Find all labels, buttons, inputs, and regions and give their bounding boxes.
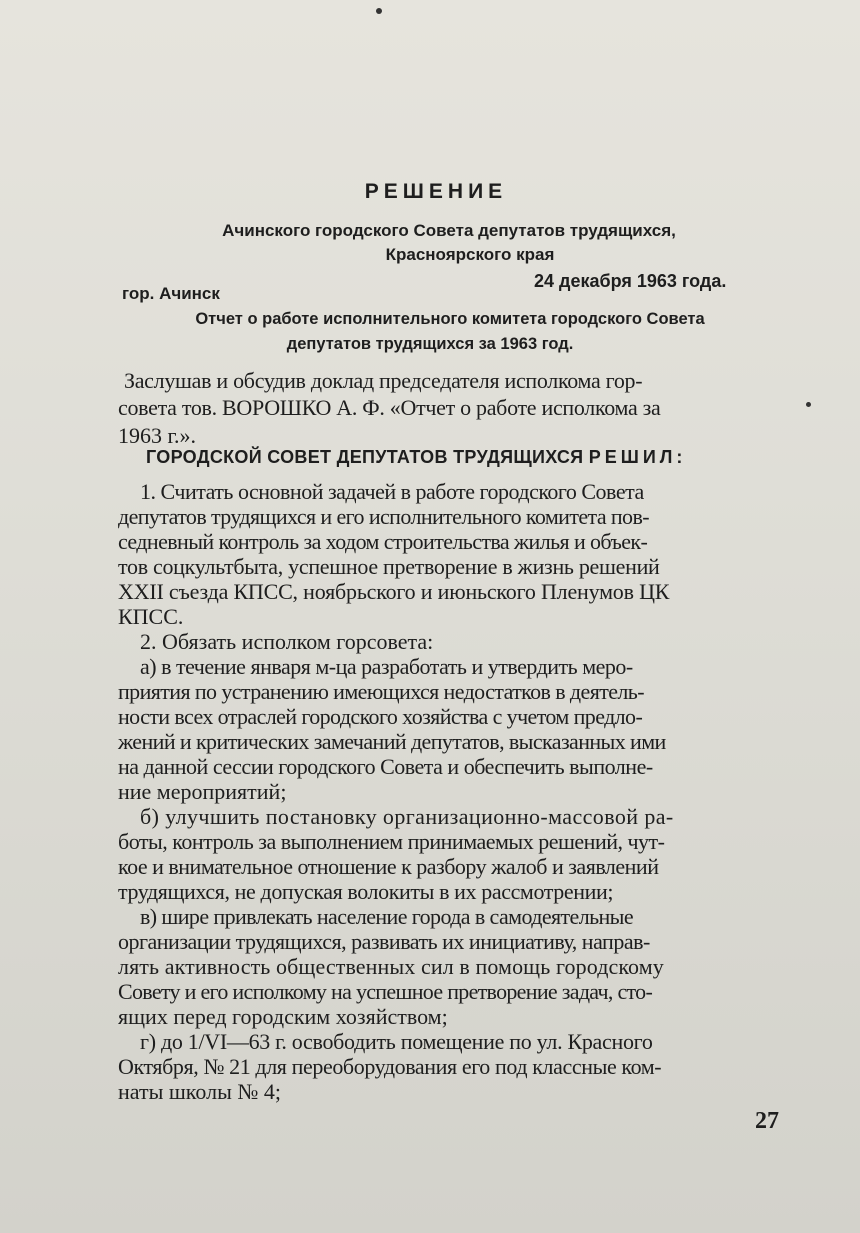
body-line: жений и критических замечаний депутатов, высказанных ими <box>118 729 666 754</box>
intro-line: 1963 г.». <box>118 423 197 448</box>
page-number: 27 <box>755 1108 779 1134</box>
intro-line: Заслушав и обсудив доклад председателя исполкома гор- <box>124 368 643 393</box>
body-line: приятия по устранению имеющихся недостатков в деятель- <box>118 679 644 704</box>
decision-heading <box>146 447 686 468</box>
body-line: боты, контроль за выполнением принимаемых решений, чут- <box>118 829 665 854</box>
body-line: в) шире привлекать население города в самодеятельные <box>140 904 634 929</box>
decision-heading-verb: РЕШИЛ: <box>588 447 687 467</box>
body-line: КПСС. <box>118 604 184 629</box>
body-line: 2. Обязать исполком горсовета: <box>140 629 434 654</box>
body-line: б) улучшить постановку организационно-массовой ра- <box>140 804 674 829</box>
place: гор. Ачинск <box>122 284 220 303</box>
decision-heading-main: ГОРОДСКОЙ СОВЕТ ДЕПУТАТОВ ТРУДЯЩИХСЯ <box>146 447 584 467</box>
body-line: трудящихся, не допуская волокиты в их рассмотрении; <box>118 879 614 904</box>
intro-line: совета тов. ВОРОШКО А. Ф. «Отчет о работе исполкома за <box>118 395 661 420</box>
document-title: РЕШЕНИЕ <box>364 180 508 203</box>
body-line: XXII съезда КПСС, ноябрьского и июньского Пленумов ЦК <box>118 579 670 604</box>
body-line: ности всех отраслей городского хозяйства с учетом предло- <box>118 704 643 729</box>
ink-speck <box>806 402 811 407</box>
body-line: организации трудящихся, развивать их инициативу, направ- <box>118 929 650 954</box>
body-line: Октября, № 21 для переоборудования его под классные ком- <box>118 1054 662 1079</box>
body-line: лять активность общественных сил в помощь городскому <box>118 954 664 979</box>
body-line: 1. Считать основной задачей в работе городского Совета <box>140 479 644 504</box>
body-line: кое и внимательное отношение к разбору жалоб и заявлений <box>118 854 659 879</box>
body-line: на данной сессии городского Совета и обеспечить выполне- <box>118 754 653 779</box>
body-line: седневный контроль за ходом строительства жилья и объек- <box>118 529 648 554</box>
ink-speck <box>376 8 382 14</box>
report-title-line-2: депутатов трудящихся за 1963 год. <box>286 335 574 353</box>
subtitle-line-1: Ачинского городского Совета депутатов трудящихся, <box>222 221 676 240</box>
body-line: тов соцкультбыта, успешное претворение в жизнь решений <box>118 554 660 579</box>
body-line: ящих перед городским хозяйством; <box>118 1004 448 1029</box>
body-line: наты школы № 4; <box>118 1079 281 1104</box>
body-line: г) до 1/VI—63 г. освободить помещение по ул. Красного <box>140 1029 653 1054</box>
subtitle-line-2: Красноярского края <box>385 245 555 264</box>
body-line: ние мероприятий; <box>118 779 287 804</box>
body-line: а) в течение января м-ца разработать и утвердить меро- <box>140 654 633 679</box>
body-line: Совету и его исполкому на успешное претворение задач, сто- <box>118 979 653 1004</box>
date: 24 декабря 1963 года. <box>534 271 727 291</box>
report-title-line-1: Отчет о работе исполнительного комитета городского Совета <box>195 310 705 328</box>
body-line: депутатов трудящихся и его исполнительного комитета пов- <box>118 504 649 529</box>
